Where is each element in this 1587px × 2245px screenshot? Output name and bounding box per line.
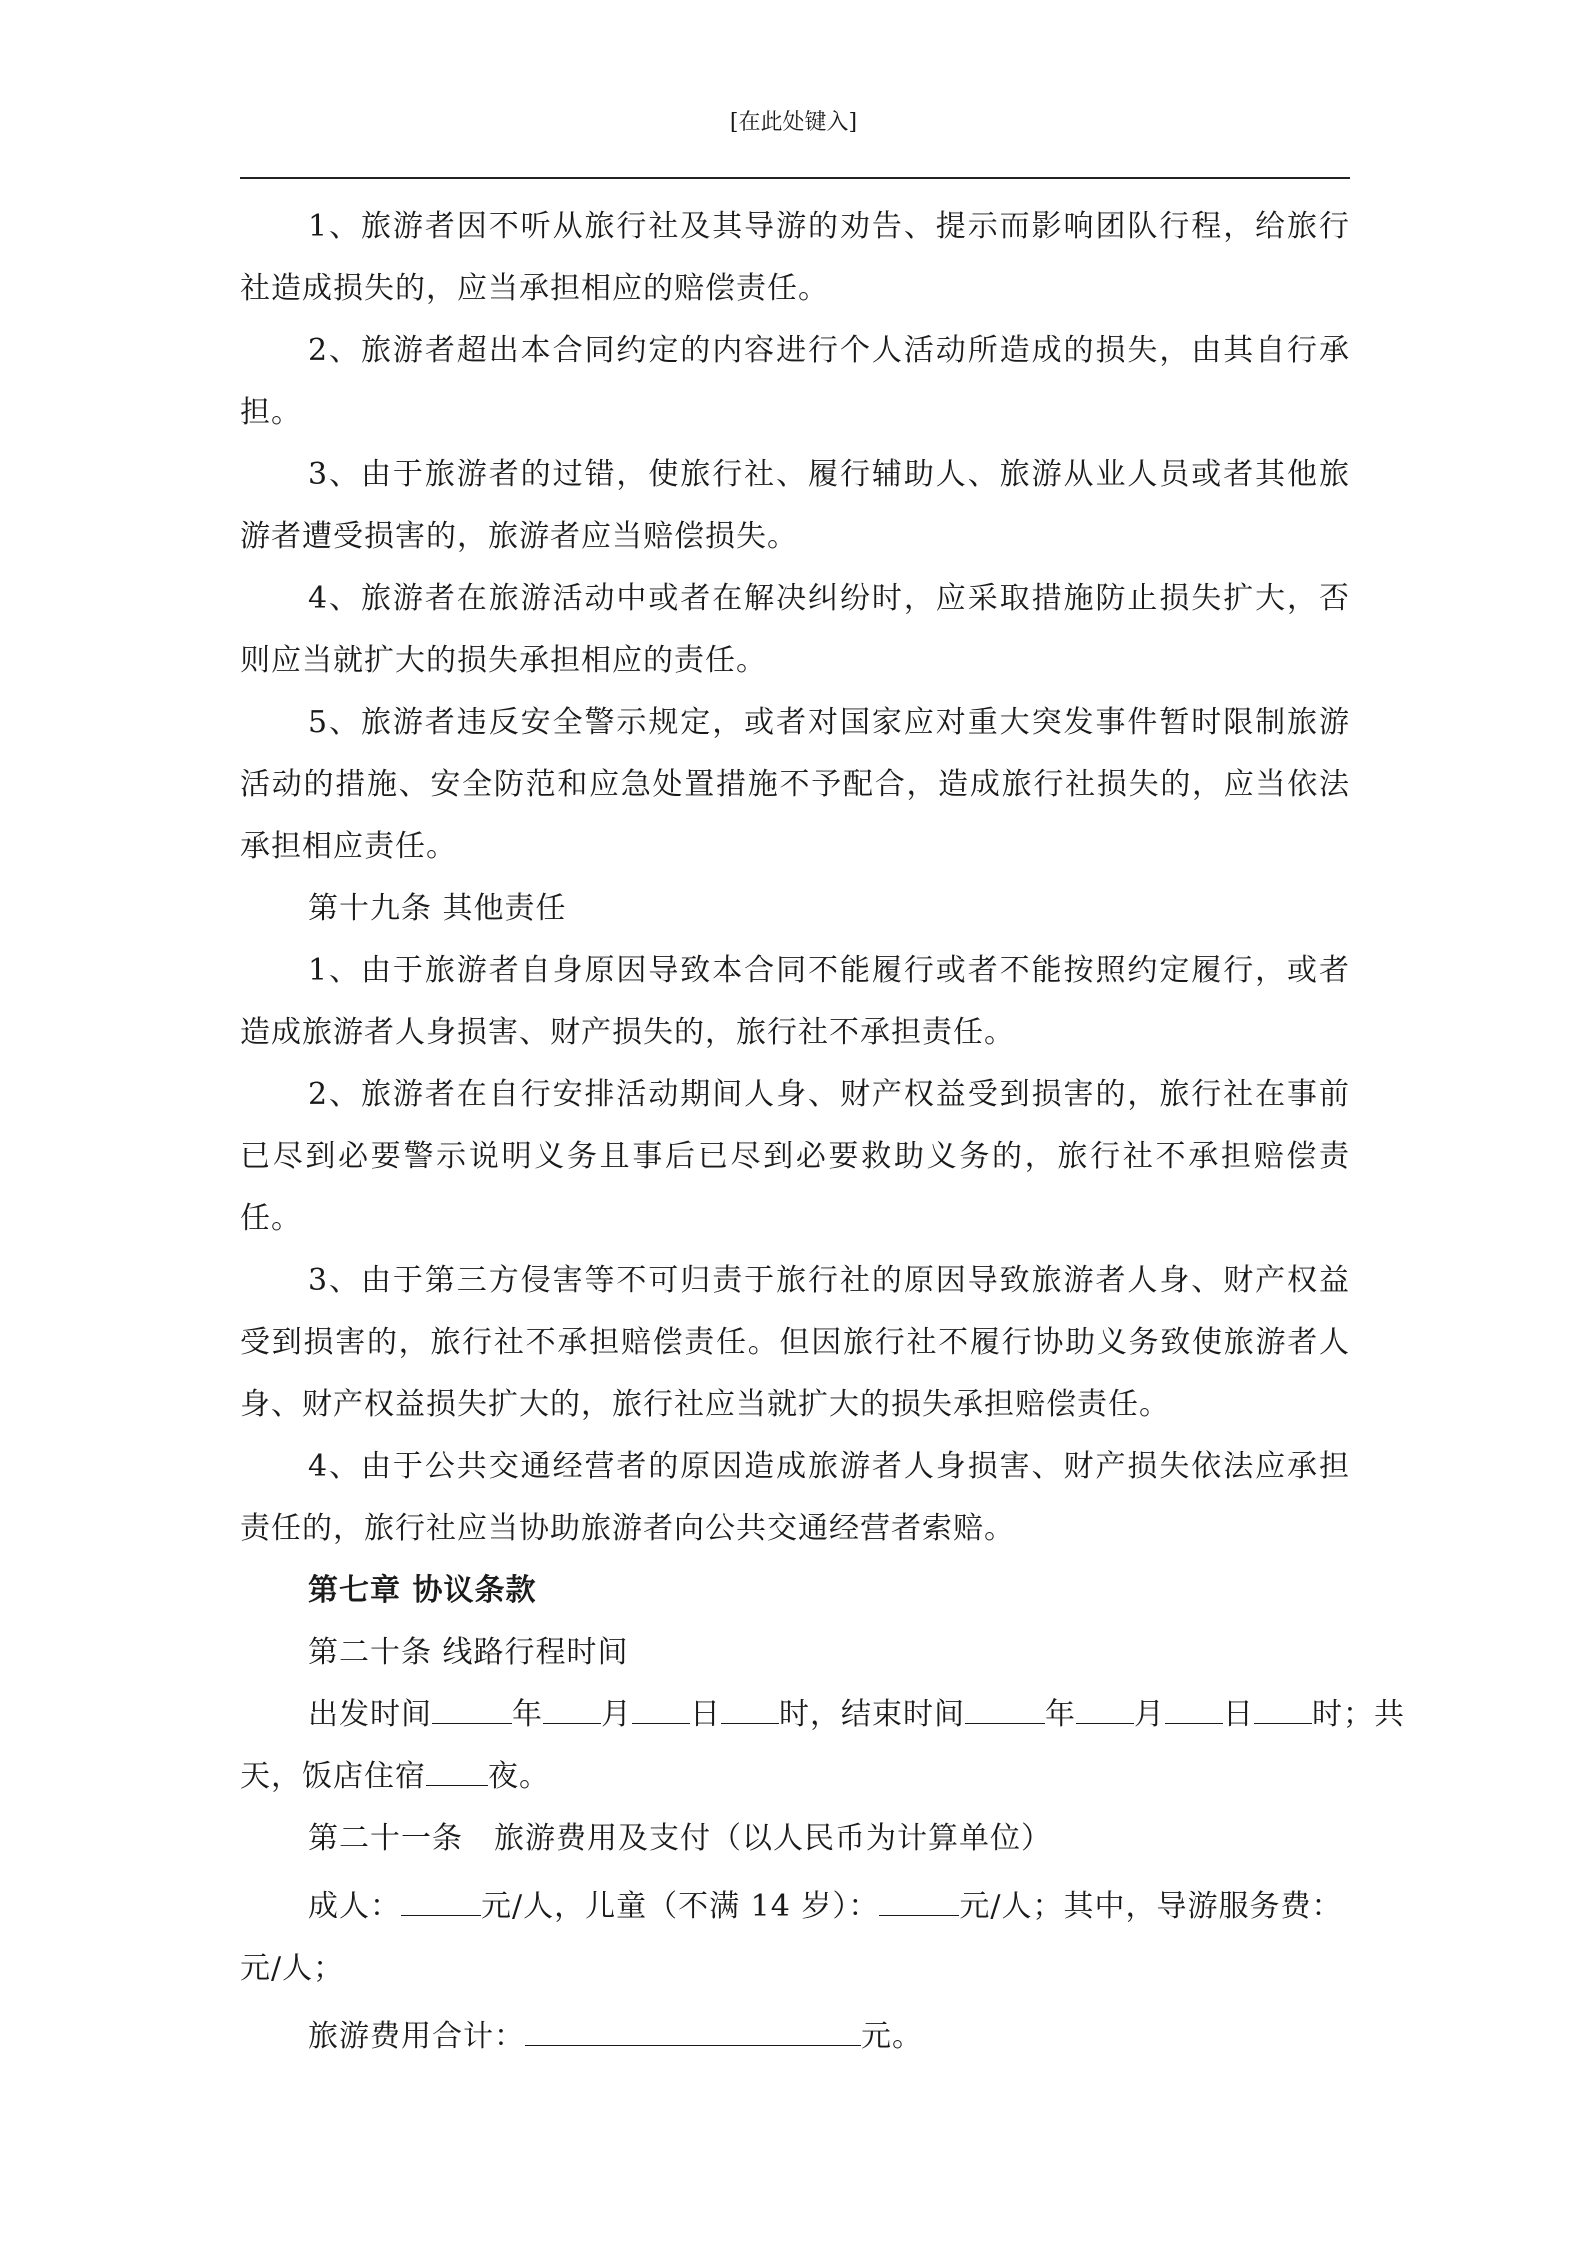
day-unit: 日 bbox=[690, 1697, 721, 1732]
header-divider bbox=[240, 177, 1350, 179]
year-unit: 年 bbox=[512, 1697, 543, 1732]
per-person-unit: 元/人； bbox=[959, 1889, 1064, 1924]
clause-paragraph: 3、由于旅游者的过错，使旅行社、履行辅助人、旅游从业人员或者其他旅游者遭受损害的，旅游者应当赔偿损失。 bbox=[240, 457, 1350, 554]
clause-paragraph: 3、由于第三方侵害等不可归责于旅行社的原因导致旅游者人身、财产权益受到损害的，旅行社不承担赔偿责任。但因旅行社不履行协助义务致使旅游者人身、财产权益损失扩大的，旅行社应当就扩大的损失承担赔偿责任。 bbox=[240, 1263, 1350, 1422]
clause-paragraph: 2、旅游者超出本合同约定的内容进行个人活动所造成的损失，由其自行承担。 bbox=[240, 333, 1350, 430]
schedule-line bbox=[240, 1684, 1405, 1746]
per-person-unit: 元/人， bbox=[481, 1889, 586, 1924]
adult-fee-blank[interactable] bbox=[401, 1885, 481, 1916]
clause-paragraph: 4、由于公共交通经营者的原因造成旅游者人身损害、财产损失依法应承担责任的，旅行社应当协助旅游者向公共交通经营者索赔。 bbox=[240, 1449, 1350, 1546]
total-fee-line bbox=[240, 2006, 1350, 2068]
end-month-blank[interactable] bbox=[1076, 1693, 1134, 1724]
days-label: 天，饭店住宿 bbox=[240, 1759, 426, 1794]
nights-label: 夜。 bbox=[488, 1759, 550, 1794]
day-unit: 日 bbox=[1223, 1697, 1254, 1732]
document-body bbox=[240, 196, 1405, 2068]
total-fee-blank[interactable] bbox=[525, 2015, 861, 2046]
end-label: 结束时间 bbox=[841, 1697, 965, 1732]
month-unit: 月 bbox=[1134, 1697, 1165, 1732]
nights-blank[interactable] bbox=[426, 1755, 488, 1786]
hour-unit: 时， bbox=[779, 1697, 841, 1732]
article-19-title: 第十九条 其他责任 bbox=[308, 891, 567, 926]
depart-year-blank[interactable] bbox=[432, 1693, 512, 1724]
article-20-title: 第二十条 线路行程时间 bbox=[308, 1635, 629, 1670]
total-fee-label: 旅游费用合计： bbox=[308, 2019, 525, 2054]
adult-fee-label: 成人： bbox=[308, 1889, 401, 1924]
end-day-blank[interactable] bbox=[1165, 1693, 1223, 1724]
schedule-line bbox=[240, 1746, 1350, 1808]
hour-unit: 时；共 bbox=[1312, 1697, 1405, 1732]
depart-month-blank[interactable] bbox=[543, 1693, 601, 1724]
page-header-placeholder: [在此处键入] bbox=[729, 110, 858, 135]
clause-paragraph: 4、旅游者在旅游活动中或者在解决纠纷时，应采取措施防止损失扩大，否则应当就扩大的损失承担相应的责任。 bbox=[240, 581, 1350, 678]
chapter-7-title: 第七章 协议条款 bbox=[308, 1573, 537, 1608]
fee-line bbox=[240, 1876, 1350, 1938]
end-year-blank[interactable] bbox=[965, 1693, 1045, 1724]
child-fee-blank[interactable] bbox=[879, 1885, 959, 1916]
clause-paragraph: 1、由于旅游者自身原因导致本合同不能履行或者不能按照约定履行，或者造成旅游者人身损害、财产损失的，旅行社不承担责任。 bbox=[240, 953, 1350, 1050]
depart-label: 出发时间 bbox=[308, 1697, 432, 1732]
clause-paragraph: 1、旅游者因不听从旅行社及其导游的劝告、提示而影响团队行程，给旅行社造成损失的，应当承担相应的赔偿责任。 bbox=[240, 209, 1350, 306]
child-fee-label: 儿童（不满 14 岁）： bbox=[585, 1889, 880, 1924]
depart-hour-blank[interactable] bbox=[721, 1693, 779, 1724]
fee-line bbox=[240, 1938, 1350, 2000]
clause-paragraph: 5、旅游者违反安全警示规定，或者对国家应对重大突发事件暂时限制旅游活动的措施、安全防范和应急处置措施不予配合，造成旅行社损失的，应当依法承担相应责任。 bbox=[240, 705, 1350, 864]
guide-fee-unit: 元/人； bbox=[240, 1951, 345, 1986]
end-hour-blank[interactable] bbox=[1254, 1693, 1312, 1724]
year-unit: 年 bbox=[1045, 1697, 1076, 1732]
total-fee-unit: 元。 bbox=[861, 2019, 923, 2054]
article-21-title: 第二十一条 旅游费用及支付（以人民币为计算单位） bbox=[308, 1821, 1052, 1856]
clause-paragraph: 2、旅游者在自行安排活动期间人身、财产权益受到损害的，旅行社在事前已尽到必要警示说明义务且事后已尽到必要救助义务的，旅行社不承担赔偿责任。 bbox=[240, 1077, 1350, 1236]
depart-day-blank[interactable] bbox=[632, 1693, 690, 1724]
month-unit: 月 bbox=[601, 1697, 632, 1732]
guide-fee-label: 其中，导游服务费： bbox=[1063, 1889, 1343, 1924]
